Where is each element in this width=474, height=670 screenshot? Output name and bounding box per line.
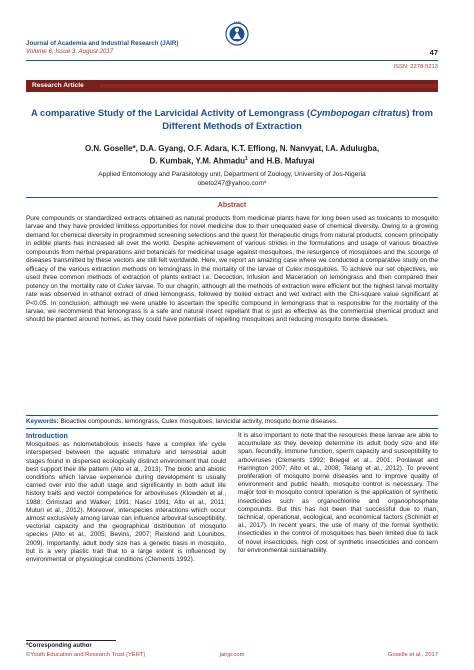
abstract-part-3: larvae. To our chagrin, although all the methods of extraction were efficient but the highest larval mortality rate was observed in ethanol extract of dried lemongrass, followed by boiled extract and wet extract with the Chi-square value significant at P<0.05. In conclusion, although we were unable to ascertain the specific compound in lemongrass that is responsible for the mortality of the larvae, we recommend that lemongrass is a safe and natural insect repellant that is just as effective as the commercial chemical product and should be planted around homes, as they could have potentials of repelling mosquitoes and reducing mosquito borne diseases.	[26, 282, 438, 324]
journal-issue: Volume 6, Issue 3, August 2017	[26, 48, 114, 55]
corresponding-author-note: *Corresponding author	[26, 643, 92, 649]
authors-line-1: O.N. Goselle*, D.A. Gyang, O.F. Adara, K.T. Effiong, N. Nanvyat, I.A. Adulugba,	[84, 144, 380, 153]
footer-citation: Goselle et al., 2017	[388, 652, 438, 658]
page-number: 47	[429, 48, 438, 57]
author-list	[26, 143, 438, 167]
logo-text: JAIR	[233, 21, 241, 26]
affiliation-block	[26, 170, 438, 188]
abstract-part-2: mosquitoes. To achieve our set objectives, we used three common methods of extraction of plants extract i.e. Decoction, Infusion and Maceration on lemongrass and then compared their potency on the mortality rate of	[26, 265, 438, 290]
issn: ISSN: 2278-5213	[393, 64, 438, 70]
title-species: Cymbopogan citratus	[310, 107, 407, 118]
title-part-2: ) from Different Methods of Extraction	[162, 107, 433, 131]
keywords-list: Bioactive compounds, lemongrass, Culex mosquitoes, larvicidal activity, mosquito borne diseases.	[60, 418, 338, 425]
journal-header	[26, 40, 178, 56]
authors-line-2	[26, 154, 438, 167]
keywords-label: Keywords:	[26, 418, 59, 425]
author-email[interactable]: obeto247@yahoo.com*	[197, 180, 267, 187]
header-rule	[26, 60, 438, 61]
author-superscript: 1	[245, 156, 248, 162]
article-type: Research Article	[26, 80, 96, 92]
keywords-block	[26, 415, 438, 429]
authors-line-2-end: and H.B. Mafuyai	[247, 156, 315, 166]
intro-text-right: It is also important to note that the resources these larvae are able to accumulate as they develop determine its adult body size and life span, fecundity, immune function, sperm capacity and susceptibility to arboviruses (Clements 1992; Briegel et al., 2001; Ponlawat and Harrington 2007; Alto et al., 2008; Telang et al., 2012). To prevent proliferation of mosquito borne diseases and to improve quality of environment and public health, mosquito control is necessary. The major tool in mosquito control operation is the application of synthetic insecticides such as organochlorine and organophosphate compounds. But this has not been that successful due to man, technical, operational, ecological, and economical factors (Schmidt et al., 2017). In recent years, the use of many of the formal synthetic insecticides in the control of mosquitoes has been limited due to lack of novel insecticides, high cost of synthetic insecticides and concern for environmental sustainability.	[238, 432, 438, 554]
abstract-rule	[26, 197, 438, 198]
footnote-rule	[26, 640, 116, 641]
abstract-part-1: Pure compounds or standardized extracts obtained as natural products from medicinal plants have for long been used as toxicants to mosquito larvae and they have provided limitless opportunities for novel medicine due to their unequaled ease of chemical diversity. Owing to a growing demand for chemical diversity in programmed screening selections and the quest for therapeutic drugs from natural products, concern principally in edible plants has increased all over the world. Despite achievement of various strides in the formulations and usage of various bioactive compounds from herbal preparations and botanicals for medicinal usage against mosquitoes, the resurgence of mosquitoes and the scourge of diseases transmitted by these vectors are still felt worldwide. Here, we report an amazing case where we conducted a comparative study on the efficacy of the various extraction methods on lemongrass in the mortality of the larvae of	[26, 215, 438, 273]
body-column-left	[26, 432, 226, 564]
abstract-heading: Abstract	[217, 202, 247, 209]
intro-heading: Introduction	[26, 431, 68, 440]
journal-logo	[224, 20, 250, 50]
affiliation: Applied Entomology and Parasitology unit, Department of Zoology, University of Jos-Nigeria	[98, 171, 366, 178]
article-bar-stripe	[100, 84, 438, 88]
authors-line-2-main: D. Kumbak, Y.M. Ahmadu	[149, 156, 246, 166]
body-column-right	[238, 432, 438, 555]
intro-text-left: Mosquitoes as holometabolous insects have a complex life cycle interspersed between the aquatic immature and terrestrial adult stages found in dispersed ecologically distinct environment that could best support their life pattern (Alto et al., 2013). The biotic and abiotic conditions which larvae experience during development is usually carried over into the adult stage and significantly in both adult life history traits and vector competence for arboviruses (Klowden et al., 1988; Grimstad and Walker, 1991; Nasci 1991; Alto et al., 2011; Muturi et al., 2012). Moreover, interspecies interactions which occur almost exclusively among larvae can influence arboviral susceptibility, vectorial capacity and the geographical distribution of mosquito species (Alto et al., 2005; Bevins, 2007; Reiskind and Lounibos, 2009). Importantly, adult body size has a genetic basis in mosquito, but is a very plastic trait that to a large extent is influenced by environmental or physiological conditions (Clements 1992).	[26, 441, 226, 564]
abstract-culex-1: Culex	[285, 265, 302, 273]
title-part-1: A comparative Study of the Larvicidal Activity of Lemongrass (	[31, 107, 311, 118]
article-title	[26, 106, 438, 132]
journal-name: Journal of Academia and Industrial Research (JAIR)	[26, 40, 179, 47]
article-type-bar	[26, 80, 438, 92]
footer-copyright: ©Youth Education and Research Trust (YERT)	[26, 652, 146, 658]
abstract-culex-2: Culex	[117, 282, 134, 290]
abstract-text	[26, 215, 438, 325]
footer-website[interactable]: jairjp.com	[219, 652, 245, 658]
